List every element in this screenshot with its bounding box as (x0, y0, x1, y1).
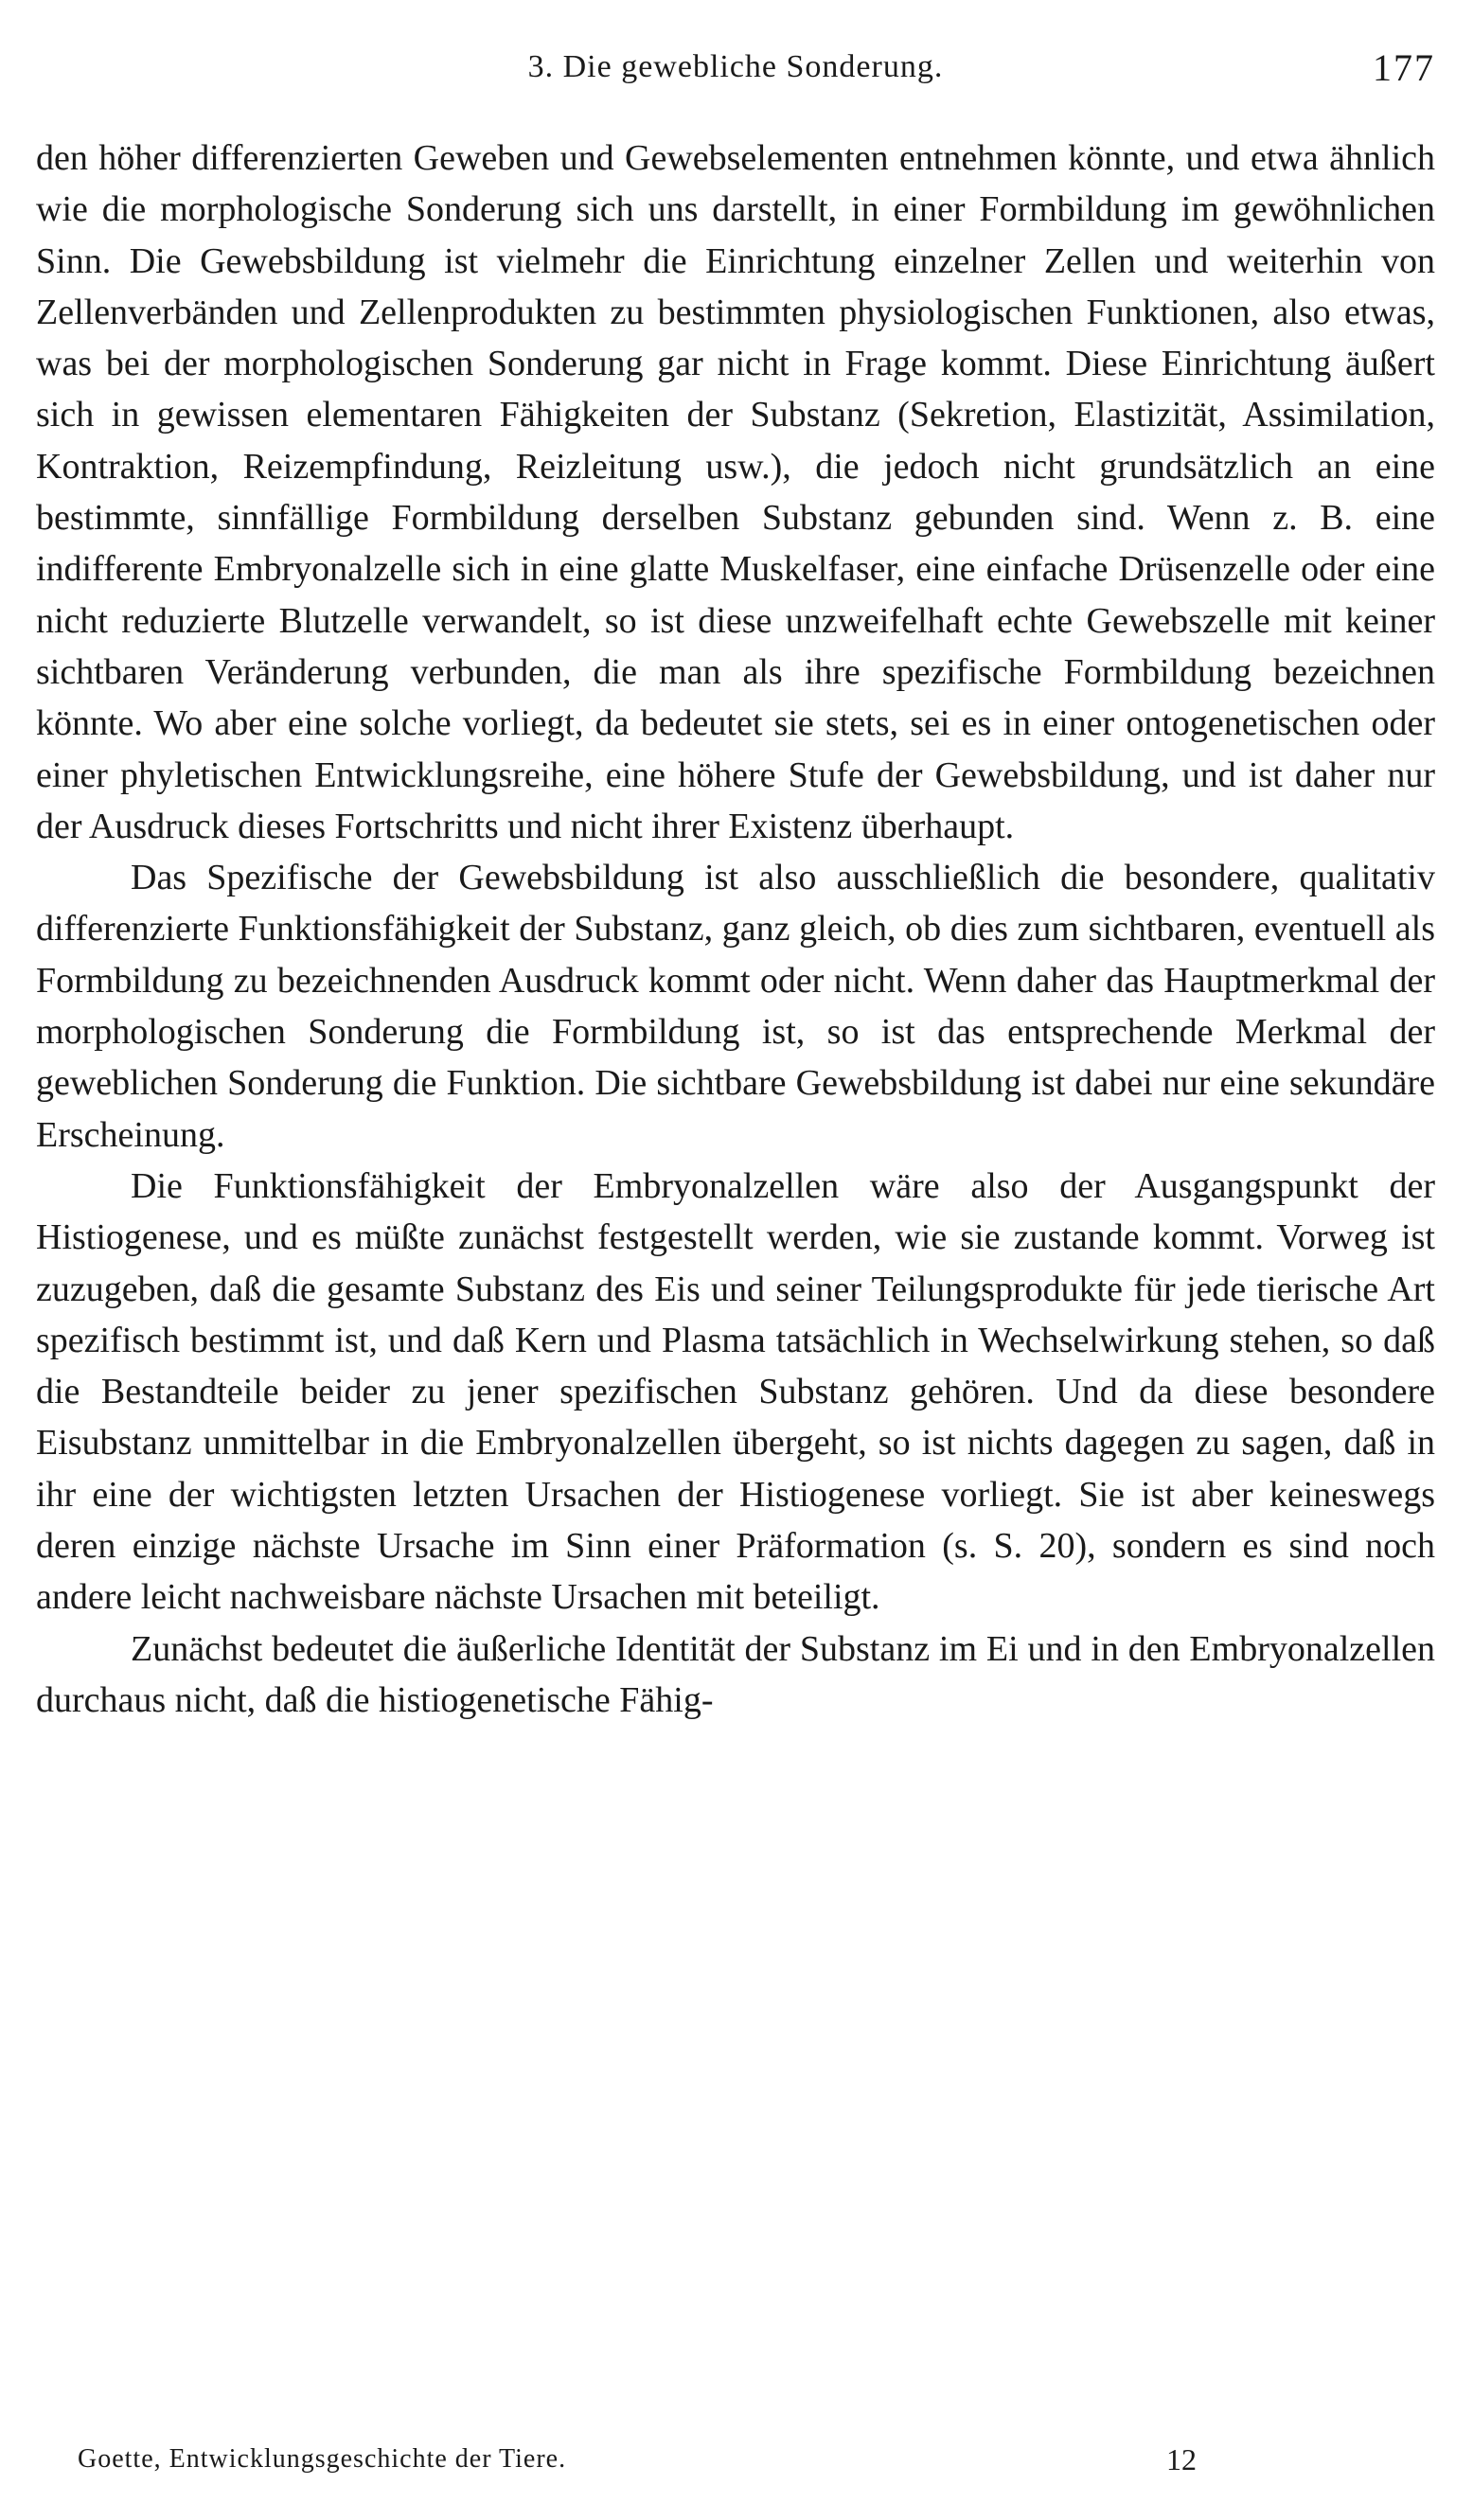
paragraph-2: Das Spezifische der Gewebsbildung ist also ausschließlich die besondere, qualitativ differenzierte Funktionsfähigkeit der Substanz, ganz gleich, ob dies zum sichtbaren, eventuell als Formbildung zu bezeichnenden Ausdruck kommt oder nicht. Wenn daher das Hauptmerkmal der morphologischen Sonderung die Formbildung ist, so ist das entsprechende Merkmal der geweblichen Sonderung die Funktion. Die sichtbare Gewebsbildung ist dabei nur eine sekundäre Erscheinung. (36, 858, 1435, 1155)
page-header (36, 46, 1435, 97)
running-title: 3. Die gewebliche Sonderung. (527, 49, 944, 84)
paragraph-1: den höher differenzierten Geweben und Gewebselementen entnehmen könnte, und etwa ähnlich wie die morphologische Sonderung sich uns darstellt, in einer Formbildung im gewöhnlichen Sinn. Die Gewebsbildung ist vielmehr die Einrichtung einzelner Zellen und weiterhin von Zellenverbänden und Zellenprodukten zu bestimmten physiologischen Funktionen, also etwas, was bei der morphologischen Sonderung gar nicht in Frage kommt. Diese Einrichtung äußert sich in gewissen elementaren Fähigkeiten der Substanz (Sekretion, Elastizität, Assimilation, Kontraktion, Reizempfindung, Reizleitung usw.), die jedoch nicht grundsätzlich an eine bestimmte, sinnfällige Formbildung derselben Substanz gebunden sind. Wenn z. B. eine indifferente Embryonalzelle sich in eine glatte Muskelfaser, eine einfache Drüsenzelle oder eine nicht reduzierte Blutzelle verwandelt, so ist diese unzweifelhaft echte Gewebszelle mit keiner sichtbaren Veränderung verbunden, die man als ihre spezifische Formbildung bezeichnen könnte. Wo aber eine solche vorliegt, da bedeutet sie stets, sei es in einer ontogenetischen oder einer phyletischen Entwicklungsreihe, eine höhere Stufe der Gewebsbildung, und ist daher nur der Ausdruck dieses Fortschritts und nicht ihrer Existenz überhaupt. (36, 138, 1435, 846)
paragraph-3: Die Funktionsfähigkeit der Embryonalzellen wäre also der Ausgangspunkt der Histiogenese, und es müßte zunächst festgestellt werden, wie sie zustande kommt. Vorweg ist zuzugeben, daß die gesamte Substanz des Eis und seiner Teilungsprodukte für jede tierische Art spezifisch bestimmt ist, und daß Kern und Plasma tatsächlich in Wechselwirkung stehen, so daß die Bestandteile beider zu jener spezifischen Substanz gehören. Und da diese besondere Eisubstanz unmittelbar in die Embryonalzellen übergeht, so ist nichts dagegen zu sagen, daß in ihr eine der wichtigsten letzten Ursachen der Histiogenese vorliegt. Sie ist aber keineswegs deren einzige nächste Ursache im Sinn einer Präformation (s. S. 20), sondern es sind noch andere leicht nachweisbare nächste Ursachen mit beteiligt. (36, 1165, 1435, 1618)
signature-mark: 12 (1166, 2442, 1197, 2476)
paragraph-4: Zunächst bedeutet die äußerliche Identität der Substanz im Ei und in den Embryonalzellen durchaus nicht, daß die histiogenetische Fähig- (36, 1628, 1435, 1720)
body-text (36, 133, 1435, 1726)
page-number: 177 (1373, 46, 1435, 89)
page-footer (78, 2444, 1214, 2482)
footer-author-title: Goette, Entwicklungsgeschichte der Tiere. (78, 2444, 567, 2474)
